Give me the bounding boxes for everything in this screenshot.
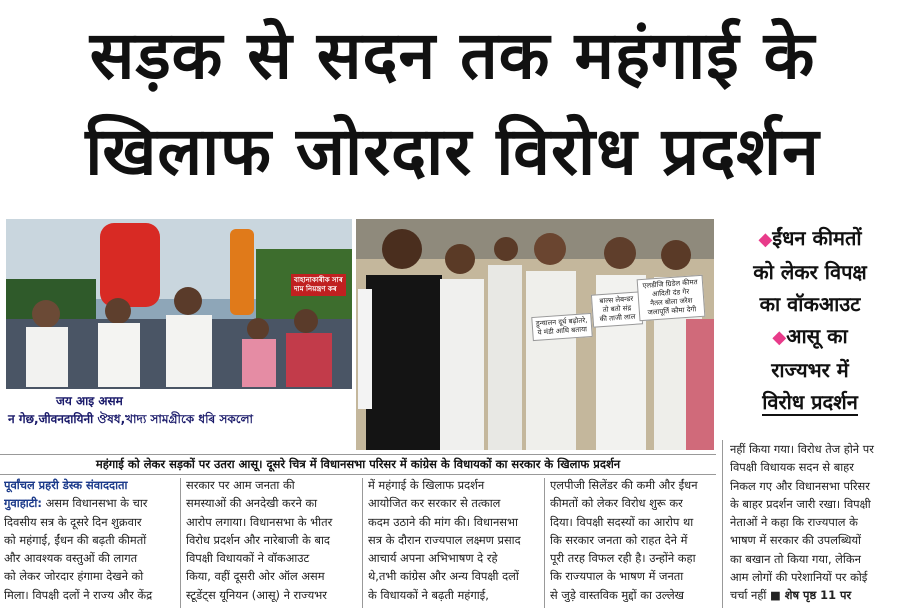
protest-banner (6, 390, 352, 430)
placard-1: डुन्यालन दूर्ध बढ़ोतरे, ये मंडी आधि बताया (531, 313, 593, 341)
sidebar-line-4: ◆आसू का (772, 324, 848, 348)
article-line: और आवश्यक वस्तुओं की लागत (4, 551, 138, 566)
article-line: आम लोगों की परेशानियों पर कोई (730, 570, 868, 585)
article-line: कदम उठाने की मांग की। विधानसभा (368, 514, 518, 529)
diamond-bullet-icon: ◆ (772, 327, 787, 348)
article-line: का बखान तो किया गया, लेकिन (730, 551, 861, 566)
article-line: विपक्षी विधायकों ने वॉकआउट (186, 551, 310, 566)
article-line: आरोप लगाया। विधानसभा के भीतर (186, 514, 333, 529)
article-column-3 (368, 476, 538, 604)
article-dateline-place: गुवाहाटी: (4, 496, 42, 511)
article-line: दिया। विपक्षी सदस्यों का आरोप था (550, 514, 694, 529)
diamond-bullet-icon: ◆ (758, 229, 773, 250)
article-dateline-1: पूर्वांचल प्रहरी डेस्क संवाददाता (4, 478, 128, 492)
article-column-4 (550, 476, 716, 604)
protest-banner-line-2: न गेछ,जीवनदायिनी ঔষধ,খাদ্য সামগ্ৰীকে ধৰি সকলো (8, 412, 254, 426)
article-line: समस्याओं की अनदेखी करने का (186, 496, 318, 511)
article-line: आचार्य अपना अभिभाषण दे रहे (368, 551, 498, 566)
article-line: किया, वहीं दूसरी ओर ऑल असम (186, 569, 325, 584)
headline-line-1: सड़क से सदन तक महंगाई के (89, 17, 816, 94)
sidebar-line-3: का वॉकआउट (759, 292, 861, 316)
article-line: आयोजित कर सरकार से तत्काल (368, 496, 501, 511)
column-rule (722, 440, 723, 608)
article-line: के बाहर प्रदर्शन जारी रखा। विपक्षी (730, 496, 871, 511)
red-sign: বাহানাকাৰীক সাৰ দাম নিয়ন্ত্ৰণ কৰ (291, 274, 346, 296)
article-line: विपक्षी विधायक सदन से बाहर (730, 460, 854, 475)
article-line: विरोध प्रदर्शन और नारेबाजी के बाद (186, 532, 330, 547)
article-line: कि सरकार जनता को राहत देने में (550, 532, 688, 547)
article-line: में महंगाई के खिलाफ प्रदर्शन (368, 478, 485, 492)
article-column-1 (4, 476, 174, 604)
placard-2: बाल्स लेबन्डर तो बतो संद्र की ताजी लाल (591, 291, 643, 327)
continued-on-page-link[interactable]: ■ शेष पृष्ठ 11 पर (769, 588, 852, 603)
article-line: निकल गए और विधानसभा परिसर (730, 478, 870, 493)
article-line: को लेकर जोरदार हंगामा देखने को (4, 569, 144, 584)
article-line: सत्र के दौरान राज्यपाल लक्ष्मण प्रसाद (368, 532, 521, 547)
article-line: से जुड़े वास्तविक मुद्दों का उल्लेख (550, 587, 684, 602)
sidebar-line-2: को लेकर विपक्ष (753, 260, 867, 284)
article-column-5 (730, 440, 902, 605)
protest-photo-street (6, 219, 352, 450)
article-line-last: चर्चा नहीं ■ शेष पृष्ठ 11 पर (730, 588, 852, 603)
article-line: थे,तभी कांग्रेस और अन्य विपक्षी दलों (368, 569, 519, 584)
article-line: नेताओं ने कहा कि राज्यपाल के (730, 515, 858, 530)
article-line: के विधायकों ने बढ़ती महंगाई, (368, 587, 489, 602)
sidebar-headlines (718, 222, 902, 434)
headline (0, 0, 905, 212)
article-line (4, 494, 174, 512)
protest-photo-assembly (356, 219, 714, 450)
article-text: असम विधानसभा के चार (41, 496, 148, 511)
article-line: सरकार पर आम जनता की (186, 478, 295, 492)
headline-line-2: खिलाफ जोरदार विरोध प्रदर्शन (85, 113, 820, 190)
article-line: एलपीजी सिलेंडर की कमी और ईंधन (550, 478, 698, 492)
sidebar-line-5: राज्यभर में (771, 358, 849, 382)
article-line: स्टूडेंट्स यूनियन (आसू) ने राज्यभर (186, 587, 327, 602)
article-line: को महंगाई, ईंधन की बढ़ती कीमतों (4, 532, 147, 547)
photo-caption: महंगाई को लेकर सड़कों पर उतरा आसू। दूसरे चित्र में विधानसभा परिसर में कांग्रेस के विधायकों का सरकार के खिलाफ प्रदर्शन (0, 454, 716, 475)
placard-3: एलडीजि ग्रिडेल कीमत आदिती दंड गेर नैतल बोला जरेश जलापूर्ति कौमा देगी (637, 275, 706, 322)
sidebar-line-6: विरोध प्रदर्शन (762, 390, 858, 414)
article-line: दिवसीय सत्र के दूसरे दिन शुक्रवार (4, 514, 142, 529)
protest-banner-line-1: जय आइ असम (56, 394, 123, 408)
column-rule (180, 478, 181, 608)
column-rule (362, 478, 363, 608)
article-line: पूरी तरह विफल रही है। उन्होंने कहा (550, 551, 696, 566)
column-rule (544, 478, 545, 608)
article-line: भाषण में सरकार की उपलब्धियों (730, 533, 862, 548)
article-line: मिला। विपक्षी दलों ने राज्य और केंद्र (4, 587, 153, 602)
article-line: कि राज्यपाल के भाषण में जनता (550, 569, 684, 584)
article-line: कीमतों को लेकर विरोध शुरू कर (550, 496, 683, 511)
sidebar-line-1: ◆ईंधन कीमतों (758, 226, 862, 250)
article-line: नहीं किया गया। विरोध तेज होने पर (730, 442, 874, 456)
article-column-2 (186, 476, 356, 604)
